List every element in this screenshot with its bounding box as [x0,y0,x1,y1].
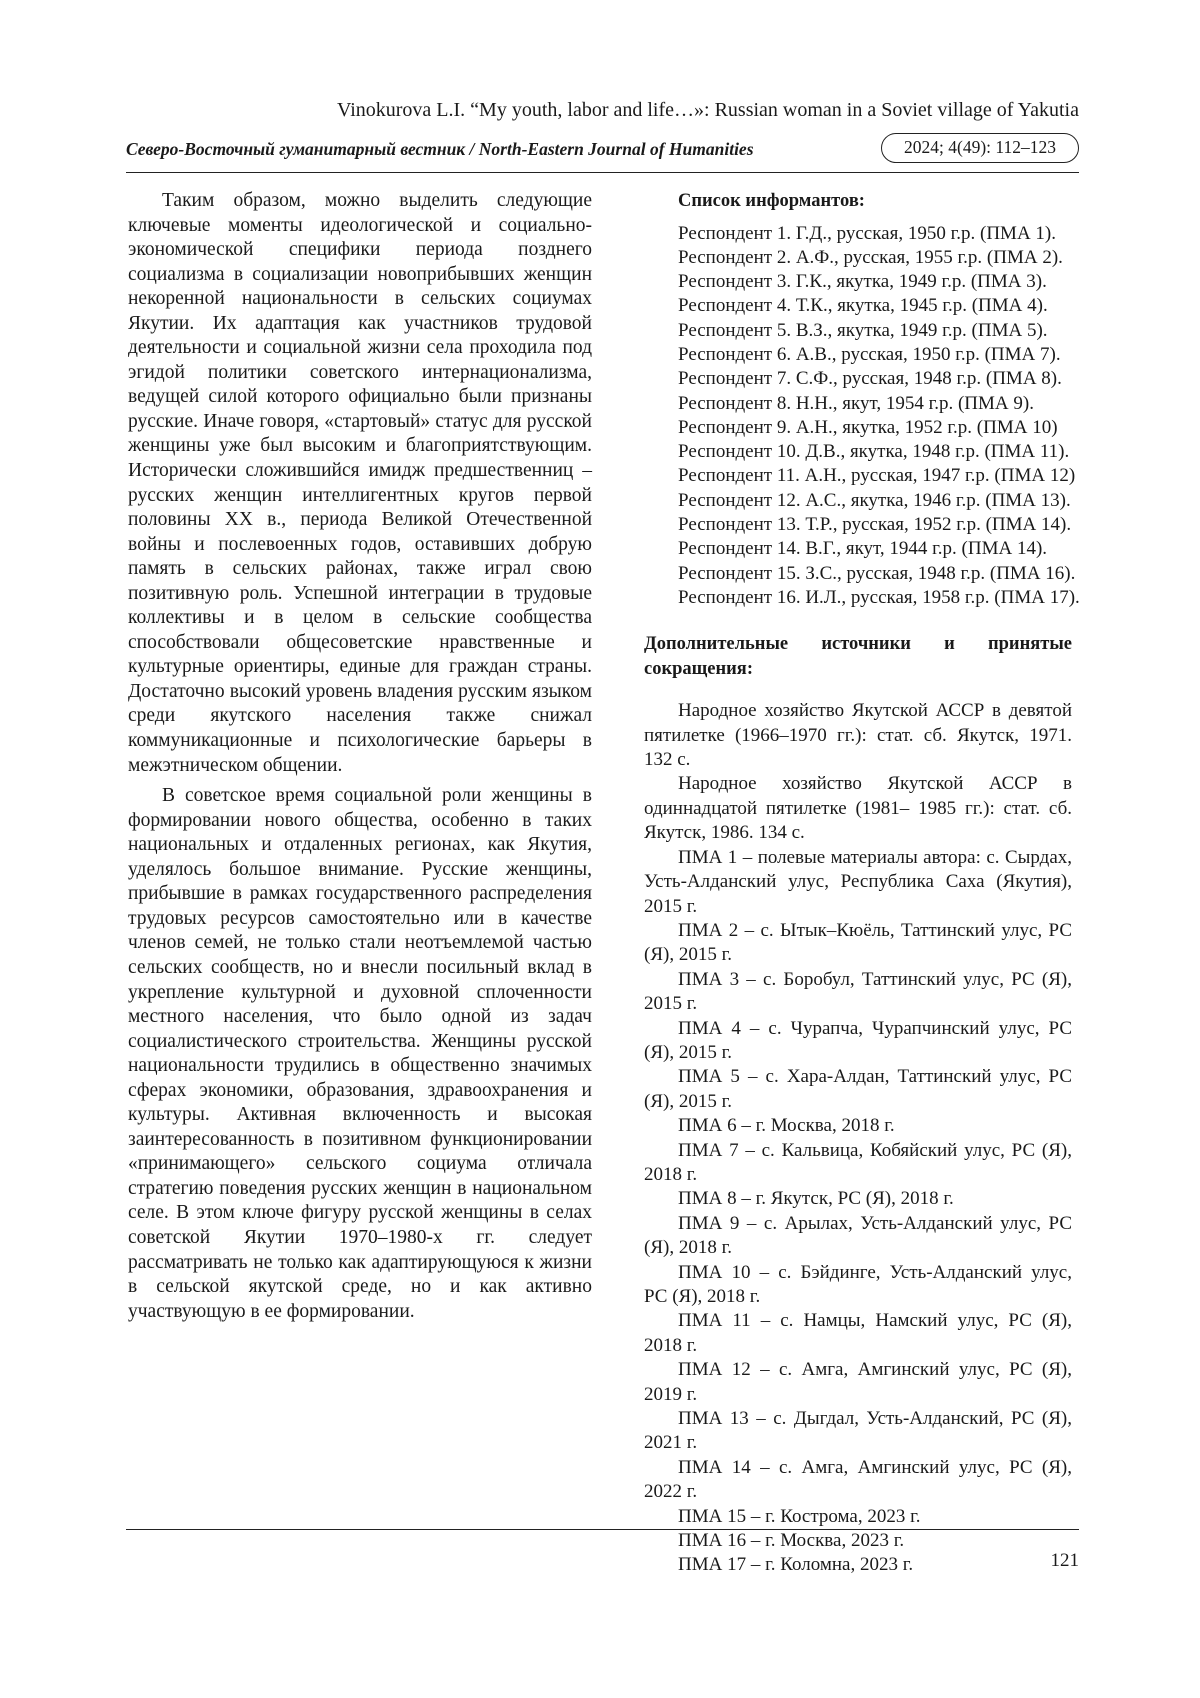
left-column [128,189,592,1324]
informant-item: Респондент 5. В.З., якутка, 1949 г.р. (ПМА 5). [678,319,1048,341]
source-item: ПМА 10 – с. Бэйдинге, Усть-Алданский улус, РС (Я), 2018 г. [644,1261,1072,1307]
source-item: ПМА 14 – с. Амга, Амгинский улус, РС (Я), 2022 г. [644,1456,1072,1503]
source-item: ПМА 9 – с. Арылах, Усть-Алданский улус, РС (Я), 2018 г. [644,1212,1072,1259]
source-item: ПМА 13 – с. Дыгдал, Усть-Алданский, РС (Я), 2021 г. [644,1408,1072,1454]
informant-item: Респондент 16. И.Л., русская, 1958 г.р. (ПМА 17). [678,586,1080,608]
informant-item: Респондент 14. В.Г., якут, 1944 г.р. (ПМА 14). [678,538,1048,560]
source-item: ПМА 8 – г. Якутск, РС (Я), 2018 г. [678,1188,954,1210]
informant-item: Респондент 4. Т.К., якутка, 1945 г.р. (ПМА 4). [678,295,1048,317]
journal-name: Северо-Восточный гуманитарный вестник / North-Eastern Journal of Humanities [126,139,754,159]
source-item: ПМА 1 – полевые материалы автора: с. Сырдах, Усть-Алданский улус, Республика Саха (Якутия), 2015 г. [644,846,1072,917]
source-item: ПМА 15 – г. Кострома, 2023 г. [678,1505,921,1527]
sources-heading: Дополнительные источники и принятые сокращения: [644,634,1072,679]
page-number: 121 [1050,1550,1079,1571]
informant-item: Респондент 8. Н.Н., якут, 1954 г.р. (ПМА 9). [678,392,1034,414]
source-item: ПМА 17 – г. Коломна, 2023 г. [678,1554,914,1576]
informant-item: Респондент 12. А.С., якутка, 1946 г.р. (ПМА 13). [678,489,1071,511]
section-spacer [644,610,1072,632]
header-divider [126,172,1079,173]
informant-item: Респондент 2. А.Ф., русская, 1955 г.р. (ПМА 2). [678,246,1063,268]
informant-item: Респондент 15. З.С., русская, 1948 г.р. (ПМА 16). [678,562,1076,584]
informant-item: Респондент 6. А.В., русская, 1950 г.р. (ПМА 7). [678,343,1061,365]
source-item: ПМА 3 – с. Боробул, Таттинский улус, РС (Я), 2015 г. [644,968,1072,1015]
informant-item: Респондент 11. А.Н., русская, 1947 г.р. (ПМА 12) [678,465,1076,487]
informant-item: Респондент 13. Т.Р., русская, 1952 г.р. (ПМА 14). [678,514,1072,536]
informants-heading: Список информантов: [678,191,865,211]
body-paragraph-1: Таким образом, можно выделить следующие ключевые моменты идеологической и социально-экономической специфики периода позднего социализма в социализации новоприбывших женщин некоренной национальности в сельских социумах Якутии. Их адаптация как участников трудовой деятельности и социальной жизни села проходила под эгидой политики советского интернационализма, ведущей силой которого официально были признаны русские. Иначе говоря, «стартовый» статус для русской женщины уже был высоким и благоприятствующим. Исторически сложившийся имидж предшественниц – русских женщин интеллигентных кругов первой половины XX в., периода Великой Отечественной войны и послевоенных годов, оставивших добрую память в сельских районах, также играл свою позитивную роль. Успешной интеграции в трудовые коллективы и в целом в сельские сообщества способствовали общесоветские нравственные и культурные ориентиры, единые для граждан страны. Достаточно высокий уровень владения русским языком среди якутского населения также снижал коммуникационные и психологические барьеры в межэтническом общении. [128,190,592,776]
source-item: ПМА 12 – с. Амга, Амгинский улус, РС (Я), 2019 г. [644,1359,1072,1405]
informant-list [644,222,1080,611]
source-item: ПМА 2 – с. Ытык–Кюёль, Таттинский улус, РС (Я), 2015 г. [644,919,1072,966]
running-title: Vinokurova L.I. “My youth, labor and life…»: Russian woman in a Soviet village of Yakutia [336,99,1079,121]
source-item: Народное хозяйство Якутской АССР в одиннадцатой пятилетке (1981– 1985 гг.): стат. сб. Якутск, 1986. 134 с. [644,773,1072,844]
source-list [644,699,1072,1578]
informant-item: Респондент 9. А.Н., якутка, 1952 г.р. (ПМА 10) [678,416,1058,438]
source-item: ПМА 16 – г. Москва, 2023 г. [678,1530,905,1552]
informant-item: Респондент 1. Г.Д., русская, 1950 г.р. (ПМА 1). [678,222,1056,244]
issue-badge: 2024; 4(49): 112–123 [881,133,1079,163]
source-item: ПМА 5 – с. Хара-Алдан, Таттинский улус, РС (Я), 2015 г. [644,1066,1072,1112]
footer-divider [126,1529,1079,1530]
source-item: ПМА 4 – с. Чурапча, Чурапчинский улус, РС (Я), 2015 г. [644,1017,1072,1063]
informant-item: Респондент 7. С.Ф., русская, 1948 г.р. (ПМА 8). [678,368,1062,390]
body-paragraph-2: В советское время социальной роли женщины в формировании нового общества, особенно в таких национальных и отдаленных регионах, как Якутия, уделялось большое внимание. Русские женщины, прибывшие в рамках государственного распределения трудовых ресурсов самостоятельно или в качестве членов семей, не только стали неотъемлемой частью сельских сообществ, но и внесли посильный вклад в укрепление культурной и духовной сплоченности местного населения, что было одной из задач социалистического строительства. Женщины русской национальности трудились в общественно значимых сферах экономики, образования, здравоохранения и культуры. Активная включенность и высокая заинтересованность в позитивном функционировании «принимающего» сельского социума отличала стратегию поведения русских женщин в национальном селе. В этом ключе фигуру русской женщины в селах советской Якутии 1970–1980-х гг. следует рассматривать не только как адаптирующуюся к жизни в сельской якутской среде, но и как активно участвующую в ее формировании. [128,785,592,1322]
right-column [644,189,1080,1578]
source-item: ПМА 6 – г. Москва, 2018 г. [678,1115,895,1137]
source-item: ПМА 7 – с. Кальвица, Кобяйский улус, РС (Я), 2018 г. [644,1139,1072,1185]
source-item: Народное хозяйство Якутской АССР в девятой пятилетке (1966–1970 гг.): стат. сб. Якутск, 1971. 132 с. [644,700,1072,771]
source-item: ПМА 11 – с. Намцы, Намский улус, РС (Я), 2018 г. [644,1310,1072,1356]
informant-item: Респондент 10. Д.В., якутка, 1948 г.р. (ПМА 11). [678,441,1070,463]
informant-item: Респондент 3. Г.К., якутка, 1949 г.р. (ПМА 3). [678,271,1047,293]
section-spacer [644,689,1072,699]
journal-header [126,132,1079,174]
